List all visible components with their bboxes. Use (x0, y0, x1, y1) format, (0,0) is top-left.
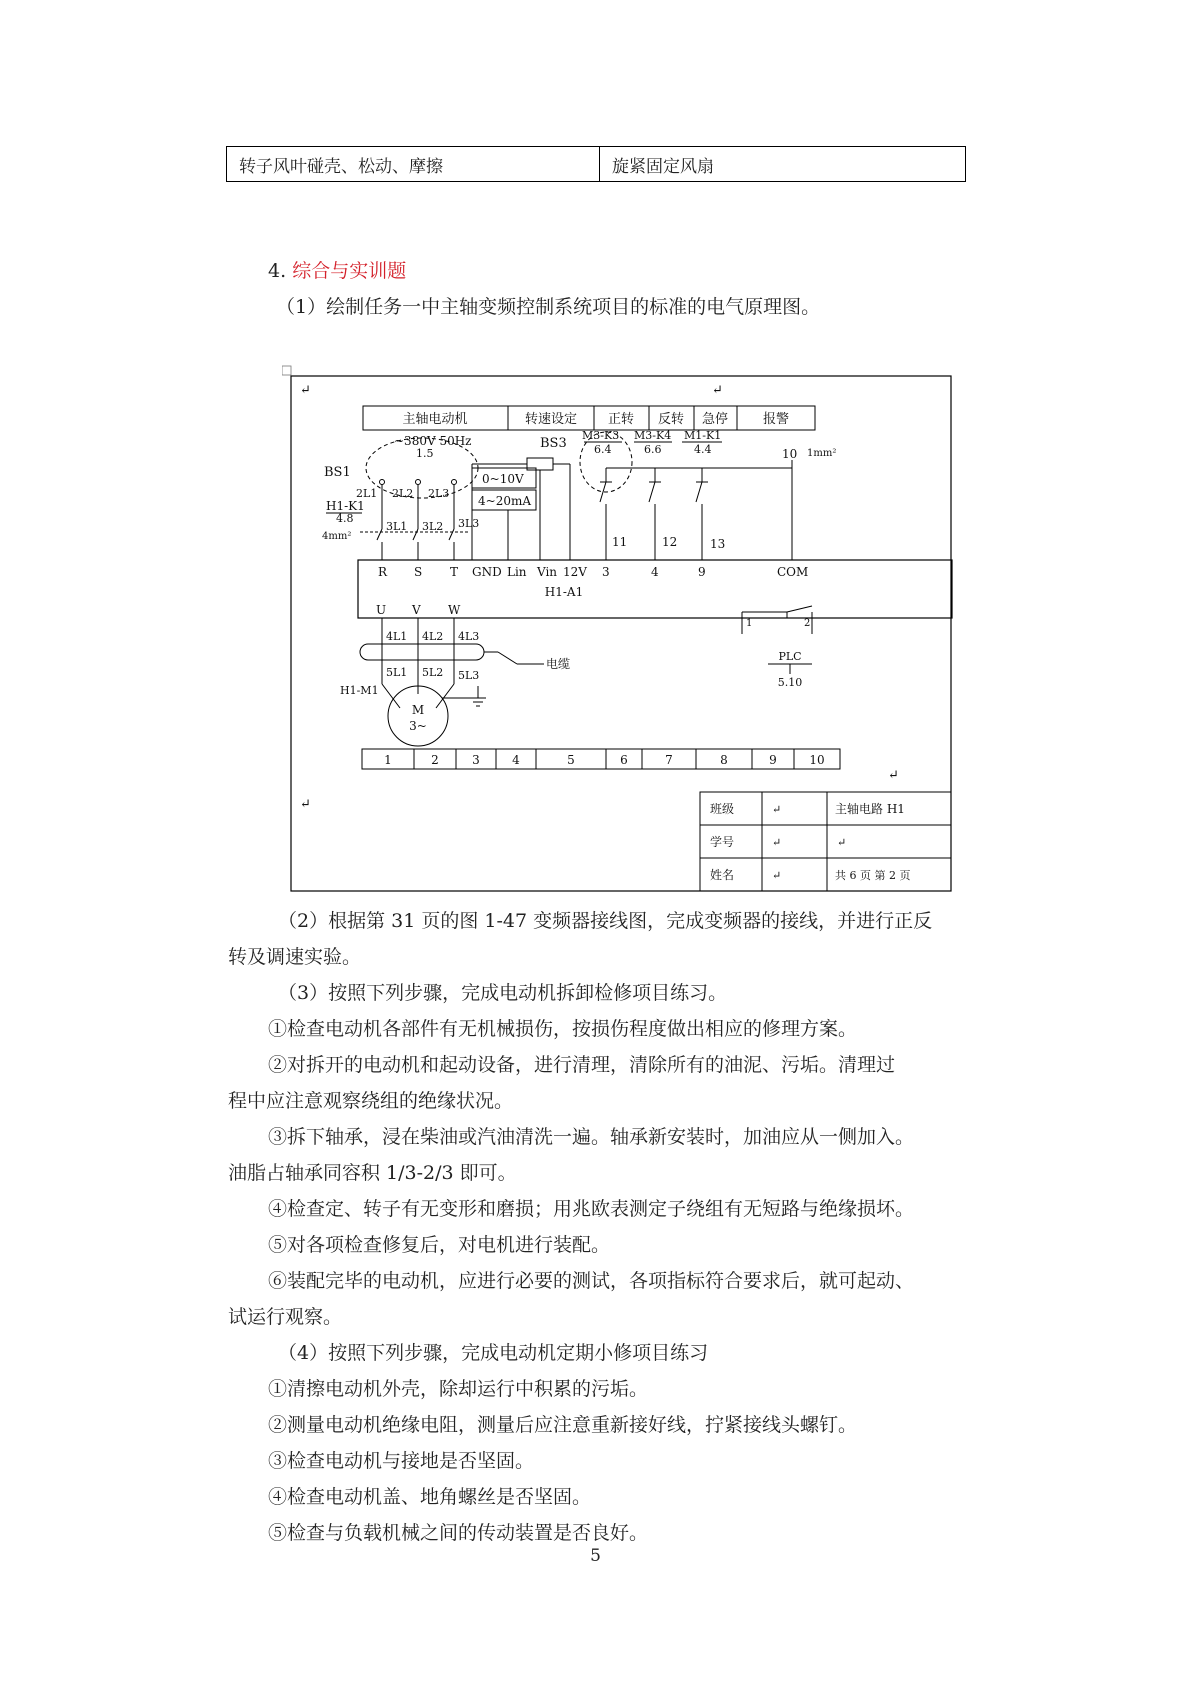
header-cell-spindle: 主轴电动机 (402, 412, 468, 427)
column-number-3: 3 (472, 753, 480, 767)
question-2-line-2: 转及调速实验。 (228, 946, 362, 968)
step-3-6-line-2: 试运行观察。 (228, 1306, 343, 1328)
terminal-3: 3 (602, 565, 610, 579)
header-cell-forward: 正转 (607, 412, 635, 427)
plc-label: PLC (778, 650, 802, 663)
wire-5l1: 5L1 (386, 666, 408, 679)
svg-text:↵: ↵ (837, 836, 847, 849)
return-mark-icon: ↵ (712, 383, 723, 398)
step-4-3: ③检查电动机与接地是否坚固。 (268, 1450, 535, 1472)
header-cell-estop: 急停 (701, 412, 729, 427)
return-mark-icon: ↵ (888, 768, 899, 783)
question-2-line-1: （2）根据第 31 页的图 1-47 变频器接线图，完成变频器的接线，并进行正反 (278, 910, 933, 932)
column-number-6: 6 (620, 753, 628, 767)
wire-size-right: 1mm² (807, 448, 837, 459)
output-w: W (448, 603, 461, 617)
wire-13: 13 (710, 537, 726, 551)
header-cell-speed: 转速设定 (524, 412, 578, 427)
contact-1-name: M3-K3 (582, 429, 620, 442)
motor-m: M (411, 703, 425, 717)
column-number-2: 2 (431, 753, 439, 767)
cable-label: 电缆 (546, 657, 571, 671)
title-block (700, 792, 951, 891)
supply-ref: 1.5 (416, 447, 434, 460)
terminal-9: 9 (698, 565, 706, 579)
anchor-icon (282, 366, 291, 375)
contact-3-ref: 4.4 (694, 443, 712, 456)
terminal-gnd: GND (472, 565, 502, 579)
wire-5l3: 5L3 (458, 669, 480, 682)
page-count: 共 6 页 第 2 页 (835, 869, 911, 882)
contact-3-name: M1-K1 (684, 429, 722, 442)
contact-1-ref: 6.4 (594, 443, 612, 456)
output-v: V (412, 603, 421, 617)
h1k1-label: H1-K1 (326, 499, 365, 513)
column-number-10: 10 (809, 753, 825, 767)
plc-ref: 5.10 (777, 676, 803, 689)
output-u: U (376, 603, 387, 617)
svg-text:↵: ↵ (772, 869, 782, 882)
question-1: （1）绘制任务一中主轴变频控制系统项目的标准的电气原理图。 (276, 296, 821, 318)
bs3-label: BS3 (540, 436, 567, 451)
relay-pin-2: 2 (804, 618, 811, 629)
wire-5l2: 5L2 (422, 666, 444, 679)
terminal-s: S (414, 565, 423, 579)
wire-3l1: 3L1 (386, 520, 408, 533)
step-4-1: ①清擦电动机外壳，除却运行中积累的污垢。 (268, 1378, 649, 1400)
motor-phase: 3~ (409, 719, 427, 733)
step-3-6-line-1: ⑥装配完毕的电动机，应进行必要的测试，各项指标符合要求后，就可起动、 (268, 1270, 915, 1292)
svg-text:↵: ↵ (772, 803, 782, 816)
supply-label: ~380V 50Hz (394, 434, 472, 448)
column-number-8: 8 (720, 753, 728, 767)
question-3: （3）按照下列步骤，完成电动机拆卸检修项目练习。 (278, 982, 728, 1004)
terminal-com: COM (777, 565, 809, 579)
wire-12: 12 (662, 535, 678, 549)
motor-id: H1-M1 (340, 684, 379, 697)
column-number-4: 4 (512, 753, 520, 767)
fault-cause-cell: 转子风叶碰壳、松动、摩擦 (227, 147, 600, 181)
fault-remedy-cell: 旋紧固定风扇 (612, 156, 714, 177)
step-3-3-line-1: ③拆下轴承，浸在柴油或汽油清洗一遍。轴承新安装时，加油应从一侧加入。 (268, 1126, 915, 1148)
electrical-schematic (282, 364, 954, 894)
step-3-5: ⑤对各项检查修复后，对电机进行装配。 (268, 1234, 611, 1256)
wire-3l2: 3L2 (422, 520, 444, 533)
id-label: 学号 (710, 835, 735, 849)
wire-11: 11 (612, 535, 628, 549)
wire-4l3: 4L3 (458, 630, 480, 643)
section-number: 4. (268, 260, 287, 282)
inverter-name: H1-A1 (544, 585, 584, 599)
step-4-5: ⑤检查与负载机械之间的传动装置是否良好。 (268, 1522, 649, 1544)
range-current: 4~20mA (478, 494, 532, 508)
step-3-2-line-2: 程中应注意观察绕组的绝缘状况。 (228, 1090, 514, 1112)
column-number-7: 7 (665, 753, 673, 767)
wire-3l3: 3L3 (458, 517, 480, 530)
terminal-4: 4 (651, 565, 659, 579)
terminal-r: R (378, 565, 388, 579)
page-number: 5 (590, 1546, 601, 1566)
h1k1-ref: 4.8 (336, 512, 354, 525)
section-heading (268, 258, 406, 285)
wire-2l2: 2L2 (392, 487, 414, 500)
step-3-4: ④检查定、转子有无变形和磨损；用兆欧表测定子绕组有无短路与绝缘损坏。 (268, 1198, 915, 1220)
terminal-12v: 12V (563, 565, 587, 579)
step-3-1: ①检查电动机各部件有无机械损伤，按损伤程度做出相应的修理方案。 (268, 1018, 858, 1040)
column-number-5: 5 (567, 753, 575, 767)
contact-2-name: M3-K4 (634, 429, 672, 442)
wire-4l1: 4L1 (386, 630, 408, 643)
header-cell-alarm: 报警 (762, 412, 790, 427)
step-4-2: ②测量电动机绝缘电阻，测量后应注意重新接好线，拧紧接线头螺钉。 (268, 1414, 858, 1436)
drawing-title: 主轴电路 H1 (835, 802, 905, 816)
return-mark-icon: ↵ (300, 383, 311, 398)
step-4-4: ④检查电动机盖、地角螺丝是否坚固。 (268, 1486, 592, 1508)
range-voltage: 0~10V (482, 472, 524, 486)
wire-size-left: 4mm² (322, 531, 352, 542)
header-cell-reverse: 反转 (657, 412, 685, 427)
section-title: 综合与实训题 (292, 260, 407, 282)
terminal-t: T (450, 565, 459, 579)
relay-pin-1: 1 (746, 618, 753, 629)
wire-2l3: 2L3 (428, 487, 450, 500)
svg-text:↵: ↵ (772, 836, 782, 849)
name-label: 姓名 (710, 868, 735, 882)
bs1-label: BS1 (324, 465, 351, 480)
fault-table-row (226, 146, 966, 182)
step-3-3-line-2: 油脂占轴承同容积 1/3-2/3 即可。 (228, 1162, 517, 1184)
step-3-2-line-1: ②对拆开的电动机和起动设备，进行清理，清除所有的油泥、污垢。清理过 (268, 1054, 896, 1076)
wire-4l2: 4L2 (422, 630, 444, 643)
return-mark-icon: ↵ (300, 797, 311, 812)
contact-2-ref: 6.6 (644, 443, 662, 456)
column-number-9: 9 (769, 753, 777, 767)
wire-10-label: 10 (782, 447, 798, 461)
column-number-1: 1 (384, 753, 392, 767)
wire-2l1: 2L1 (356, 487, 378, 500)
class-label: 班级 (710, 802, 735, 816)
terminal-vin: Vin (537, 565, 558, 579)
terminal-lin: Lin (507, 565, 527, 579)
question-4: （4）按照下列步骤，完成电动机定期小修项目练习 (278, 1342, 709, 1364)
